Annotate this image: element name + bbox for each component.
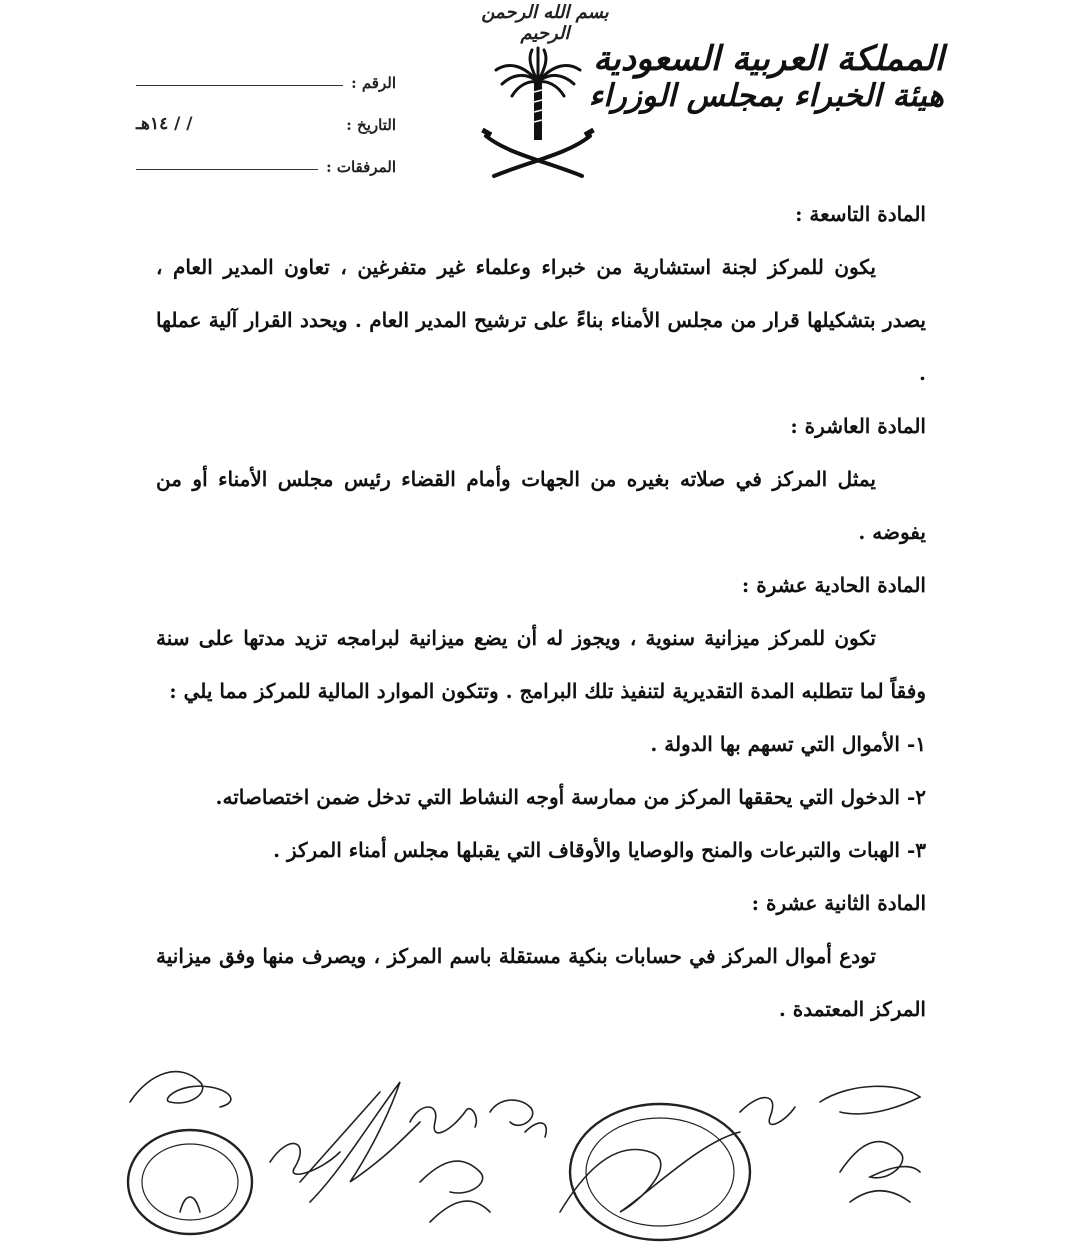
country-name: المملكة العربية السعودية (593, 39, 944, 79)
stamp-left (128, 1130, 252, 1234)
signature-3 (310, 1082, 420, 1202)
signature-6 (740, 1098, 795, 1125)
reference-block (136, 50, 396, 176)
signature-4 (410, 1107, 476, 1133)
article-11-text: تكون للمركز ميزانية سنوية ، ويجوز له أن يضع ميزانية لبرامجه تزيد مدتها على سنة وفقاً لما تتطلبه المدة التقديرية لتنفيذ تلك البرامج . وتتكون الموارد المالية للمركز مما يلي : (156, 626, 926, 703)
signatures-area (120, 1062, 980, 1255)
article-11-item-2: ٢- الدخول التي يحققها المركز من ممارسة أوجه النشاط التي تدخل ضمن اختصاصاته. (215, 785, 926, 809)
signature-5 (490, 1100, 533, 1125)
reference-number-label: الرقم : (351, 74, 396, 92)
article-9-heading: المادة التاسعة : (795, 202, 926, 226)
date-row (136, 92, 396, 134)
article-9-text: يكون للمركز لجنة استشارية من خبراء وعلماء غير متفرغين ، تعاون المدير العام ، يصدر بتشكيلها قرار من مجلس الأمناء بناءً على ترشيح المدير العام . ويحدد القرار آلية عملها . (156, 255, 926, 385)
authority-name: هيئة الخبراء بمجلس الوزراء (588, 78, 944, 115)
attachments-row (136, 134, 396, 176)
attachments-label: المرفقات : (326, 158, 396, 176)
basmala: بسم الله الرحمن الرحيم (481, 2, 609, 44)
article-11-item-3: ٣- الهبات والتبرعات والمنح والوصايا والأوقاف التي يقبلها مجلس أمناء المركز . (273, 838, 926, 862)
date-value: / / ١٤هـ (136, 114, 193, 134)
article-10-text: يمثل المركز في صلاته بغيره من الجهات وأمام القضاء رئيس مجلس الأمناء أو من يفوضه . (156, 467, 926, 544)
organization-header (588, 39, 944, 115)
signature-7 (820, 1086, 920, 1114)
article-11-heading: المادة الحادية عشرة : (741, 573, 926, 597)
reference-number-row (136, 50, 396, 92)
article-10-heading: المادة العاشرة : (790, 414, 926, 438)
attachments-line (136, 157, 318, 170)
document-body (156, 188, 926, 1036)
article-12-heading: المادة الثانية عشرة : (751, 891, 926, 915)
date-label: التاريخ : (346, 116, 396, 134)
article-11-item-1: ١- الأموال التي تسهم بها الدولة . (650, 732, 926, 756)
reference-number-line (136, 73, 343, 86)
saudi-emblem-icon (478, 44, 598, 184)
signature-1 (130, 1072, 231, 1107)
article-12-text: تودع أموال المركز في حسابات بنكية مستقلة باسم المركز ، ويصرف منها وفق ميزانية المركز المعتمدة . (156, 944, 926, 1021)
